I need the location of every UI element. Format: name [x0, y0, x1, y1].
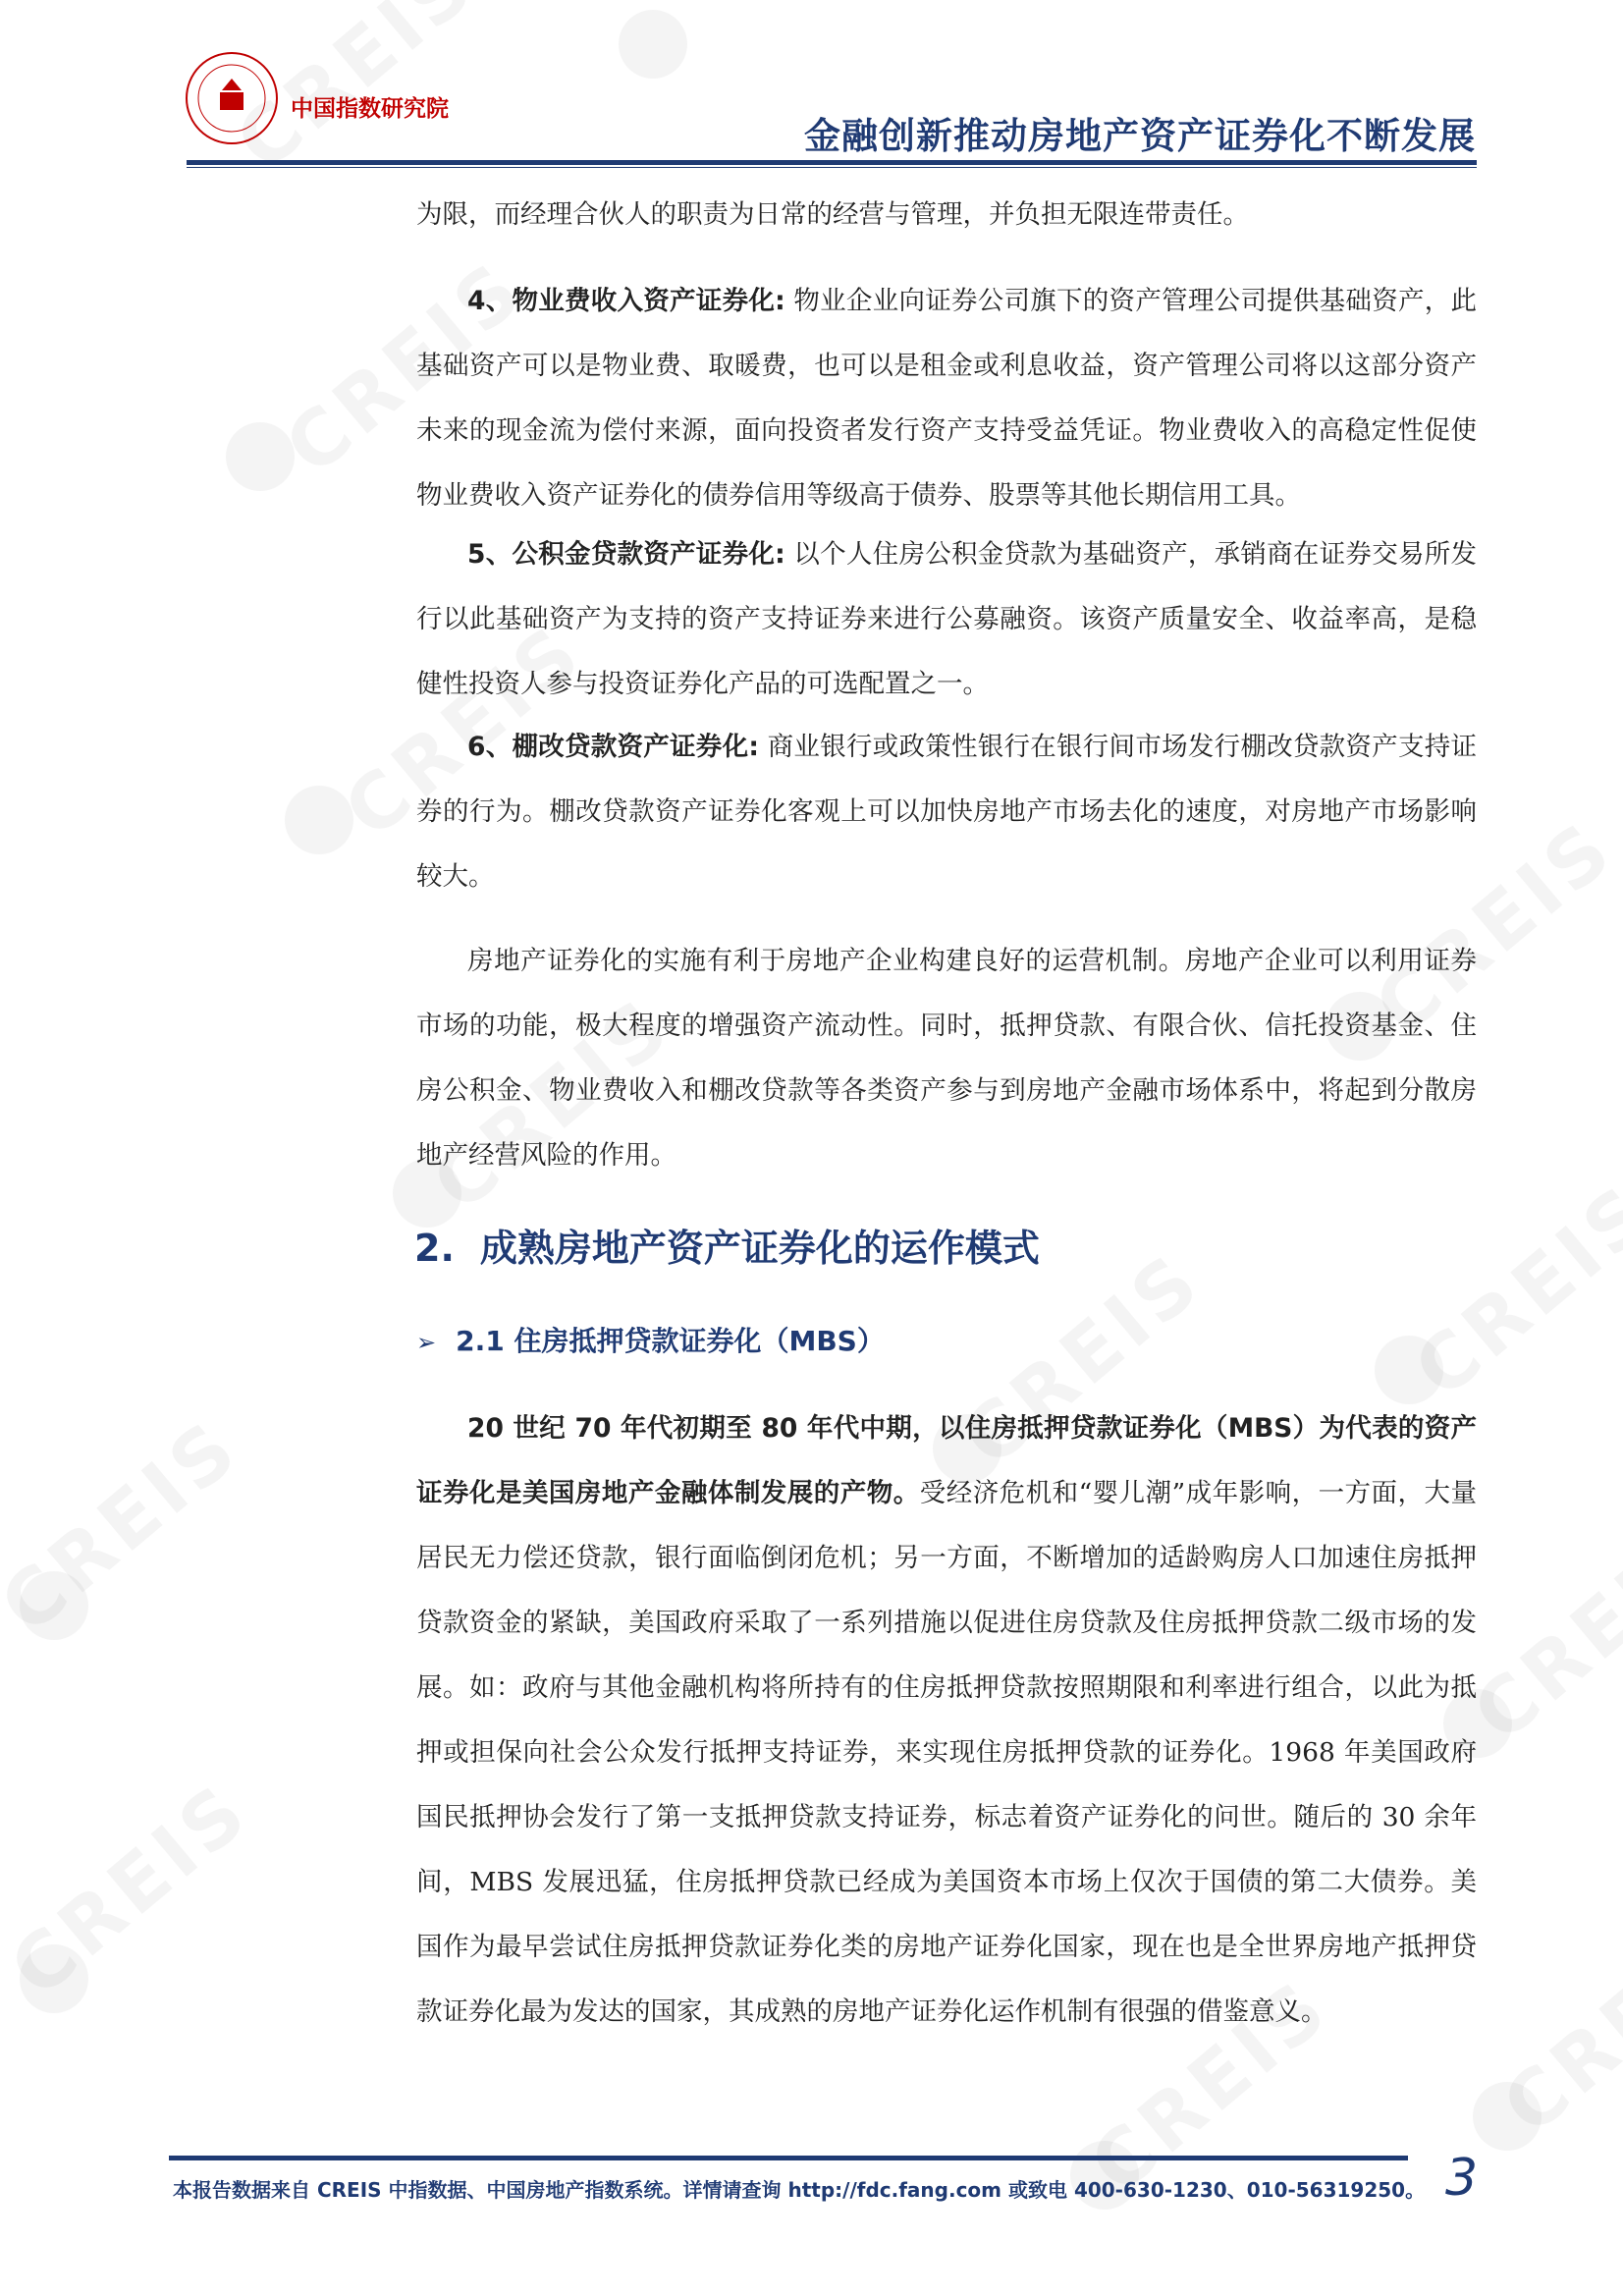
- paragraph-text: 为限，而经理合伙人的职责为日常的经营与管理，并负担无限连带责任。: [416, 199, 1249, 230]
- paragraph-continued: [416, 183, 1477, 247]
- watermark-logo-mark: [20, 1944, 88, 2013]
- paragraph-lead: 20 世纪 70 年代初期至 80 年代中期，以住房抵押贷款证券化（MBS）为代表的资产证券化是美国房地产金融体制发展的产物。: [416, 1413, 1477, 1508]
- paragraph-summary: [416, 929, 1477, 1188]
- paragraph-lead: 5、公积金贷款资产证券化:: [467, 539, 785, 570]
- footer-source-note: 本报告数据来自 CREIS 中指数据、中国房地产指数系统。详情请查询 http://fdc.fang.com 或致电 400-630-1230、010-56319250。: [173, 2178, 1426, 2202]
- paragraph-text: 以个人住房公积金贷款为基础资产，承销商在证券交易所发行以此基础资产为支持的资产支持证券来进行公募融资。该资产质量安全、收益率高，是稳健性投资人参与投资证券化产品的可选配置之一。: [416, 539, 1477, 699]
- section-heading: [414, 1218, 1040, 1272]
- org-name: 中国指数研究院: [291, 96, 449, 122]
- watermark-logo-mark: [226, 422, 295, 491]
- bullet-arrow-icon: ➢: [416, 1329, 437, 1356]
- footer-rule: [169, 2156, 1408, 2160]
- paragraph-shantytown-loan-abs: [416, 715, 1477, 909]
- watermark: [0, 1403, 256, 1652]
- subsection-heading: [416, 1320, 885, 1359]
- paragraph-provident-fund-abs: [416, 522, 1477, 717]
- paragraph-property-fee-abs: [416, 269, 1477, 528]
- subsection-title: 2.1 住房抵押贷款证券化（MBS）: [456, 1325, 885, 1357]
- watermark-logo-mark: [285, 786, 353, 854]
- header-rule-thin: [187, 167, 1477, 168]
- org-logo: [183, 49, 281, 151]
- watermark: [1488, 1904, 1623, 2153]
- section-title: 成熟房地产资产证券化的运作模式: [479, 1227, 1040, 1270]
- paragraph-lead: 4、物业费收入资产证券化:: [467, 286, 785, 316]
- header-title: 金融创新推动房地产资产证券化不断发展: [804, 115, 1476, 157]
- watermark: [1458, 1511, 1623, 1760]
- watermark-logo-mark: [619, 10, 687, 79]
- paragraph-text: 商业银行或政策性银行在银行间市场发行棚改贷款资产支持证券的行为。棚改贷款资产证券化客观上可以加快房地产市场去化的速度，对房地产市场影响较大。: [416, 732, 1477, 892]
- page-number: 3: [1445, 2149, 1479, 2208]
- watermark: [0, 1767, 266, 2015]
- watermark-logo-mark: [1375, 1336, 1443, 1404]
- paragraph-mbs: [416, 1396, 1477, 2045]
- paragraph-lead: 6、棚改贷款资产证券化:: [467, 732, 759, 762]
- org-seal-icon: [183, 49, 281, 147]
- paragraph-text: 房地产证券化的实施有利于房地产企业构建良好的运营机制。房地产企业可以利用证券市场的功能，极大程度的增强资产流动性。同时，抵押贷款、有限合伙、信托投资基金、住房公积金、物业费收入和棚改贷款等各类资产参与到房地产金融市场体系中，将起到分散房地产经营风险的作用。: [416, 946, 1477, 1171]
- watermark: [1399, 1168, 1623, 1416]
- section-number: 2.: [414, 1227, 455, 1270]
- paragraph-text: 受经济危机和“婴儿潮”成年影响，一方面，大量居民无力偿还贷款，银行面临倒闭危机；另一方面，不断增加的适龄购房人口加速住房抵押贷款资金的紧缺，美国政府采取了一系列措施以促进住房贷款及住房抵押贷款二级市场的发展。如：政府与其他金融机构将所持有的住房抵押贷款按照期限和利率进行组合，以此为抵押或担保向社会公众发行抵押支持证券，来实现住房抵押贷款的证券化。1968 年美国政府国民抵押协会发行了第一支抵押贷款支持证券，标志着资产证券化的问世。随后的 30 余年间，MBS 发展迅猛，住房抵押贷款已经成为美国资本市场上仅次于国债的第二大债券。美国作为最早尝试住房抵押贷款证券化类的房地产证券化国家，现在也是全世界房地产抵押贷款证券化最为发达的国家，其成熟的房地产证券化运作机制有很强的借鉴意义。: [416, 1478, 1477, 2027]
- paragraph-text: 物业企业向证券公司旗下的资产管理公司提供基础资产，此基础资产可以是物业费、取暖费，也可以是租金或利息收益，资产管理公司将以这部分资产未来的现金流为偿付来源，面向投资者发行资产支持受益凭证。物业费收入的高稳定性促使物业费收入资产证券化的债券信用等级高于债券、股票等其他长期信用工具。: [416, 286, 1477, 511]
- watermark-logo-mark: [1473, 2082, 1542, 2151]
- watermark-logo-mark: [20, 1571, 88, 1640]
- header-rule: [187, 160, 1477, 165]
